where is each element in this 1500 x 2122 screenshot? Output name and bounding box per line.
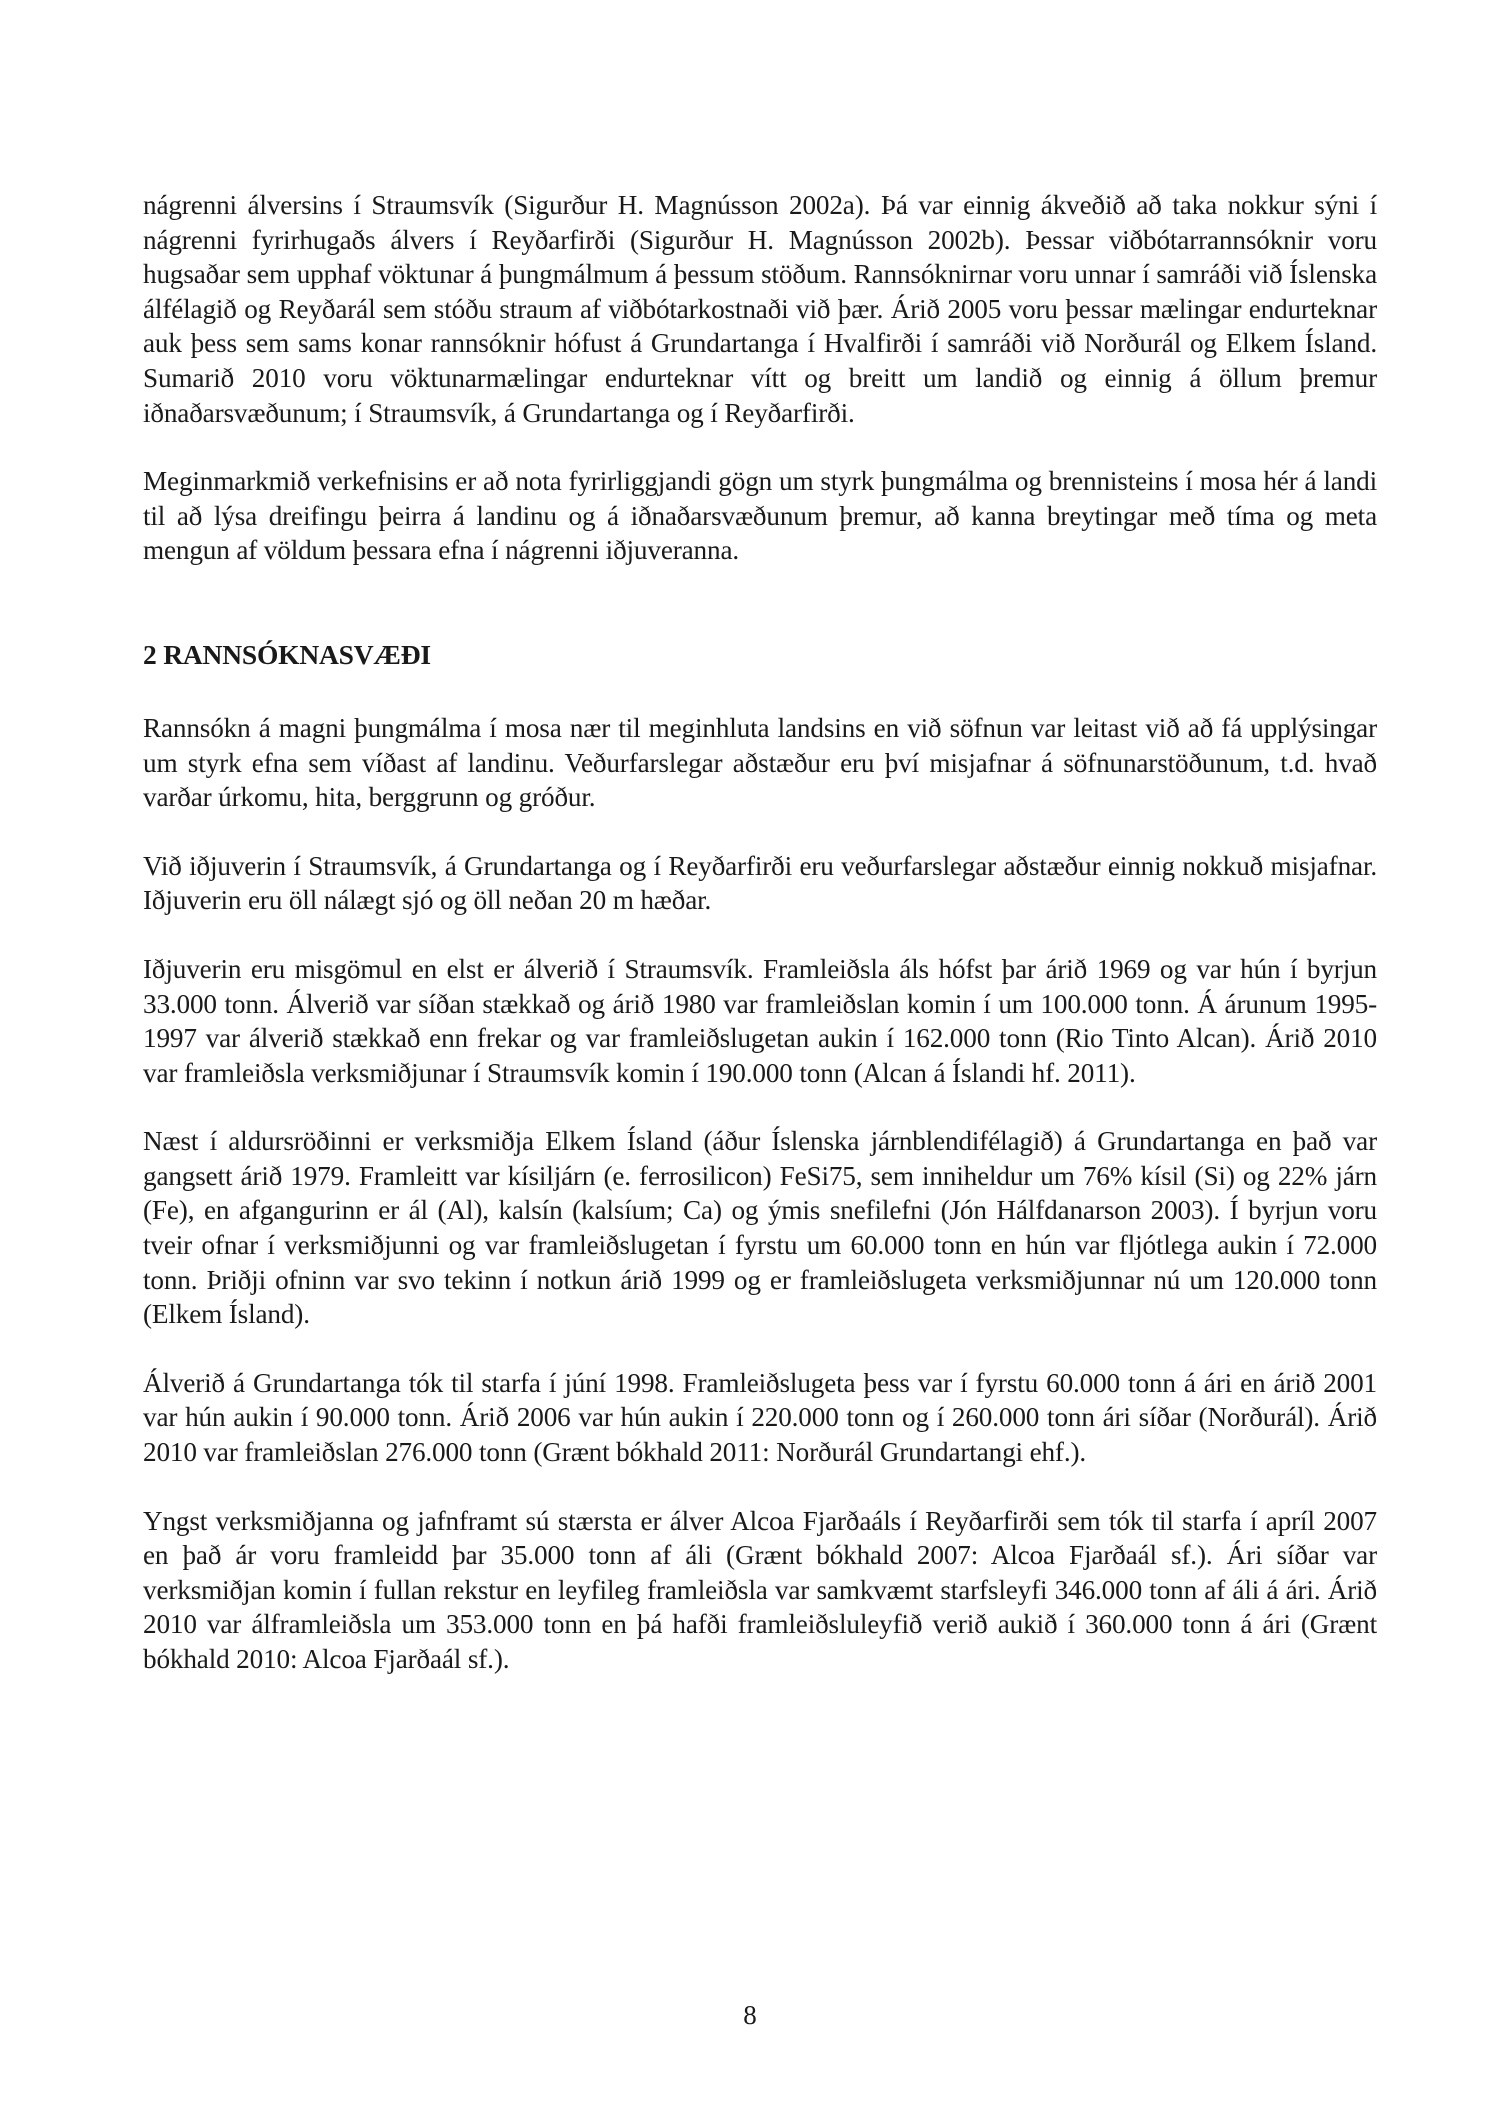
paragraph-alcoa-fjardaal: Yngst verksmiðjanna og jafnframt sú stærsta er álver Alcoa Fjarðaáls í Reyðarfirði sem tók til starfa í apríl 2007 en það ár voru framleidd þar 35.000 tonn af áli (Grænt bókhald 2007: Alcoa Fjarðaál sf.). Ári síðar var verksmiðjan komin í fullan rekstur en leyfileg framleiðsla var samkvæmt starfsleyfi 346.000 tonn af áli á ári. Árið 2010 var álframleiðsla um 353.000 tonn en þá hafði framleiðsluleyfið verið aukið í 360.000 tonn á ári (Grænt bókhald 2010: Alcoa Fjarðaál sf.).: [143, 1505, 1377, 1674]
paragraph-grundartangi-smelter: Álverið á Grundartanga tók til starfa í júní 1998. Framleiðslugeta þess var í fyrstu 60.000 tonn á ári en árið 2001 var hún aukin í 90.000 tonn. Árið 2006 var hún aukin í 220.000 tonn og í 260.000 tonn ári síðar (Norðurál). Árið 2010 var framleiðslan 276.000 tonn (Grænt bókhald 2011: Norðurál Grundartangi ehf.).: [143, 1367, 1377, 1468]
paragraph-study-area: Rannsókn á magni þungmálma í mosa nær til meginhluta landsins en við söfnun var leitast við að fá upplýsingar um styrk efna sem víðast af landinu. Veðurfarslegar aðstæður eru því misjafnar á söfnunarstöðunum, t.d. hvað varðar úrkomu, hita, berggrunn og gróður.: [143, 712, 1377, 813]
paragraph-straumsvik-smelter: Iðjuverin eru misgömul en elst er álverið í Straumsvík. Framleiðsla áls hófst þar árið 1969 og var hún í byrjun 33.000 tonn. Álverið var síðan stækkað og árið 1980 var framleiðslan komin í um 100.000 tonn. Á árunum 1995-1997 var álverið stækkað enn frekar og var framleiðslugetan aukin í 162.000 tonn (Rio Tinto Alcan). Árið 2010 var framleiðsla verksmiðjunar í Straumsvík komin í 190.000 tonn (Alcan á Íslandi hf. 2011).: [143, 953, 1377, 1088]
page-number: 8: [743, 2000, 757, 2030]
paragraph-elkem-iceland: Næst í aldursröðinni er verksmiðja Elkem Ísland (áður Íslenska járnblendifélagið) á Grundartanga en það var gangsett árið 1979. Framleitt var kísiljárn (e. ferrosilicon) FeSi75, sem inniheldur um 76% kísil (Si) og 22% járn (Fe), en afgangurinn er ál (Al), kalsín (kalsíum; Ca) og ýmis snefilefni (Jón Hálfdanarson 2003). Í byrjun voru tveir ofnar í verksmiðjunni og var framleiðslugetan í fyrstu um 60.000 tonn en hún var fljótlega aukin í 72.000 tonn. Þriðji ofninn var svo tekinn í notkun árið 1999 og er framleiðslugeta verksmiðjunnar nú um 120.000 tonn (Elkem Ísland).: [143, 1126, 1377, 1330]
paragraph-industrial-sites-climate: Við iðjuverin í Straumsvík, á Grundartanga og í Reyðarfirði eru veðurfarslegar aðstæður einnig nokkuð misjafnar. Iðjuverin eru öll nálægt sjó og öll neðan 20 m hæðar.: [143, 850, 1377, 916]
section-heading: 2 RANNSÓKNASVÆÐI: [143, 638, 431, 670]
paragraph-project-goal: Meginmarkmið verkefnisins er að nota fyrirliggjandi gögn um styrk þungmálma og brennisteins í mosa hér á landi til að lýsa dreifingu þeirra á landinu og á iðnaðarsvæðunum þremur, að kanna breytingar með tíma og meta mengun af völdum þessara efna í nágrenni iðjuveranna.: [143, 466, 1377, 566]
paragraph-intro-monitoring: nágrenni álversins í Straumsvík (Sigurður H. Magnússon 2002a). Þá var einnig ákveðið að taka nokkur sýni í nágrenni fyrirhugaðs álvers í Reyðarfirði (Sigurður H. Magnússon 2002b). Þessar viðbótarrannsóknir voru hugsaðar sem upphaf vöktunar á þungmálmum á þessum stöðum. Rannsóknirnar voru unnar í samráði við Íslenska álfélagið og Reyðarál sem stóðu straum af viðbótarkostnaði við þær. Árið 2005 voru þessar mælingar endurteknar auk þess sem sams konar rannsóknir hófust á Grundartanga í Hvalfirði í samráði við Norðurál og Elkem Ísland. Sumarið 2010 voru vöktunarmælingar endurteknar vítt og breitt um landið og einnig á öllum þremur iðnaðarsvæðunum; í Straumsvík, á Grundartanga og í Reyðarfirði.: [143, 190, 1377, 428]
document-page: [143, 188, 1377, 1677]
